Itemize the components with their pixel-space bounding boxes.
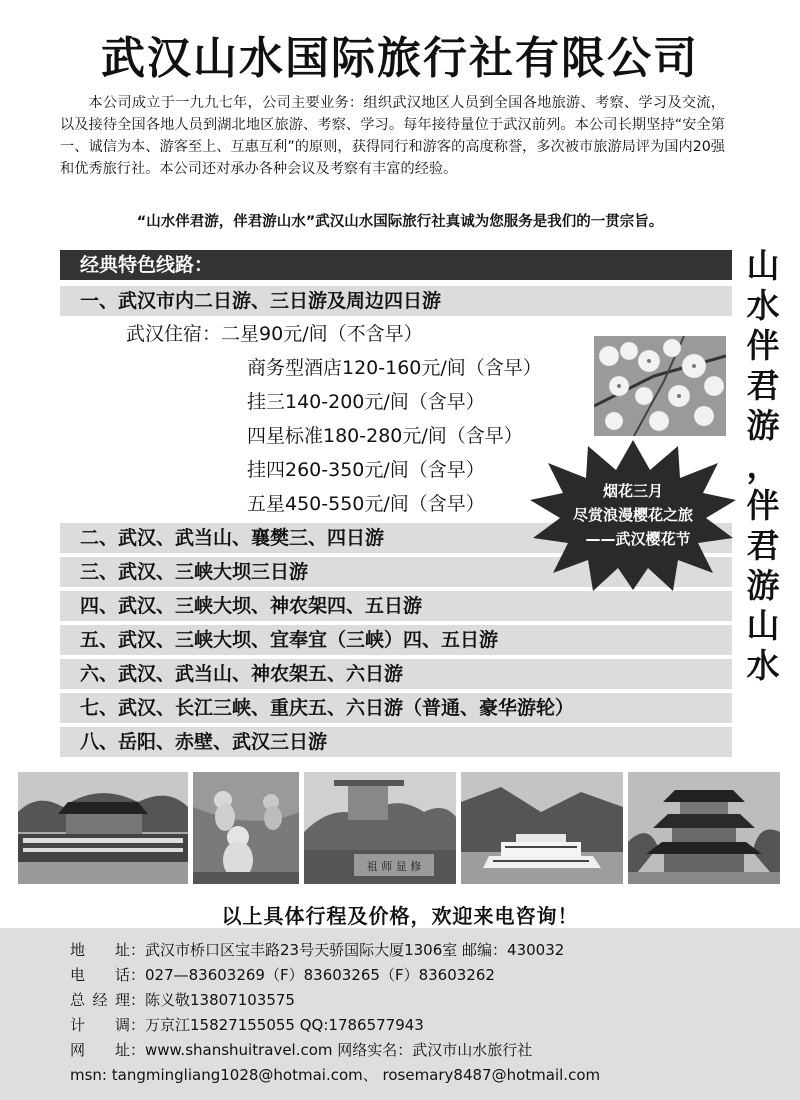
promo-line-1: 烟花三月	[602, 482, 664, 500]
section-title-bar: 经典特色线路：	[60, 250, 732, 280]
wudang-stele-photo	[304, 772, 456, 884]
planner-label: 计调	[70, 1016, 130, 1034]
company-intro: 本公司成立于一九九七年，公司主要业务：组织武汉地区人员到全国各地旅游、考察、学习及交流，以及接待全国各地人员到湖北地区旅游、考察、学习。每年接待量位于武汉前列。本公司长期坚持“安全第一、诚信为本、游客至上、互惠互利”的原则，获得同行和游客的高度称誉，多次被市旅游局评为国内20强和优秀旅行社。本公司还对承办各种会议及考察有丰富的经验。	[60, 95, 725, 177]
route-item: 六、武汉、武当山、神农架五、六日游	[60, 659, 732, 689]
vertical-char: 伴	[746, 326, 780, 365]
phone-value: ：027—83603269（F）83603265（F）83603262	[130, 966, 495, 984]
lodging-price: 挂四260-350元/间（含早）	[247, 459, 485, 481]
route-item: 七、武汉、长江三峡、重庆五、六日游（普通、豪华游轮）	[60, 693, 732, 723]
vertical-char: 山	[746, 246, 780, 285]
promo-line-3: ——武汉樱花节	[585, 530, 691, 548]
vertical-char: 水	[746, 646, 780, 685]
address-label: 地址	[70, 941, 130, 959]
lodging-price: 挂三140-200元/间（含早）	[247, 391, 485, 413]
contact-call-to-action: 以上具体行程及价格，欢迎来电咨询！	[221, 904, 579, 928]
contact-footer	[0, 928, 800, 1100]
website-value[interactable]: ：www.shanshuitravel.com 网络实名：武汉市山水旅行社	[130, 1041, 533, 1059]
promo-line-2: 尽赏浪漫樱花之旅	[572, 506, 694, 524]
stele-text: 祖 师 显 修	[366, 860, 422, 873]
lodging-price: 二星90元/间（不含早）	[221, 323, 423, 345]
company-title: 武汉山水国际旅行社有限公司	[101, 33, 699, 84]
lodging-price: 四星标准180-280元/间（含早）	[247, 425, 523, 447]
website-label: 网址	[70, 1041, 130, 1059]
vertical-slogan	[737, 246, 789, 686]
lodging-price: 五星450-550元/间（含早）	[247, 493, 485, 515]
manager-row	[70, 988, 295, 1012]
msn-row	[70, 1063, 600, 1087]
lodging-price: 商务型酒店120-160元/间（含早）	[247, 357, 542, 379]
promo-starburst	[528, 438, 738, 593]
website-row	[70, 1038, 532, 1062]
phone-row	[70, 963, 495, 987]
address-row	[70, 938, 564, 962]
vertical-char: ，	[746, 446, 780, 485]
vertical-char: 君	[746, 526, 780, 565]
planner-row	[70, 1013, 424, 1037]
vertical-char: 山	[746, 606, 780, 645]
route-item: 二、武汉、武当山、襄樊三、四日游	[60, 523, 732, 553]
msn-label: msn:	[70, 1066, 107, 1084]
service-slogan: “山水伴君游，伴君游山水”武汉山水国际旅行社真诚为您服务是我们的一贯宗旨。	[136, 214, 664, 230]
temple-photo	[18, 772, 188, 884]
lodging-label: 武汉住宿：	[126, 323, 222, 345]
planner-value: ：万京江15827155055 QQ:1786577943	[130, 1016, 424, 1034]
monkey-photo	[193, 772, 299, 884]
route-item: 八、岳阳、赤壁、武汉三日游	[60, 727, 732, 757]
route-item: 五、武汉、三峡大坝、宜奉宜（三峡）四、五日游	[60, 625, 732, 655]
vertical-char: 君	[746, 366, 780, 405]
phone-label: 电话	[70, 966, 130, 984]
route-item: 三、武汉、三峡大坝三日游	[60, 557, 732, 587]
vertical-char: 游	[746, 406, 780, 445]
manager-value: ：陈义敬13807103575	[130, 991, 295, 1009]
msn-value[interactable]: tangmingliang1028@hotmai.com、 rosemary8487@hotmail.com	[107, 1066, 601, 1084]
vertical-char: 游	[746, 566, 780, 605]
lodging-row	[126, 321, 423, 347]
route-item: 一、武汉市内二日游、三日游及周边四日游	[60, 286, 732, 316]
yangtze-cruise-photo	[461, 772, 623, 884]
address-value: ：武汉市桥口区宝丰路23号天骄国际大厦1306室 邮编：430032	[130, 941, 565, 959]
route-item: 四、武汉、三峡大坝、神农架四、五日游	[60, 591, 732, 621]
vertical-char: 伴	[746, 486, 780, 525]
vertical-char: 水	[746, 286, 780, 325]
manager-label: 总经理	[70, 991, 130, 1009]
cherry-blossom-photo	[594, 336, 726, 436]
yueyang-tower-photo	[628, 772, 780, 884]
